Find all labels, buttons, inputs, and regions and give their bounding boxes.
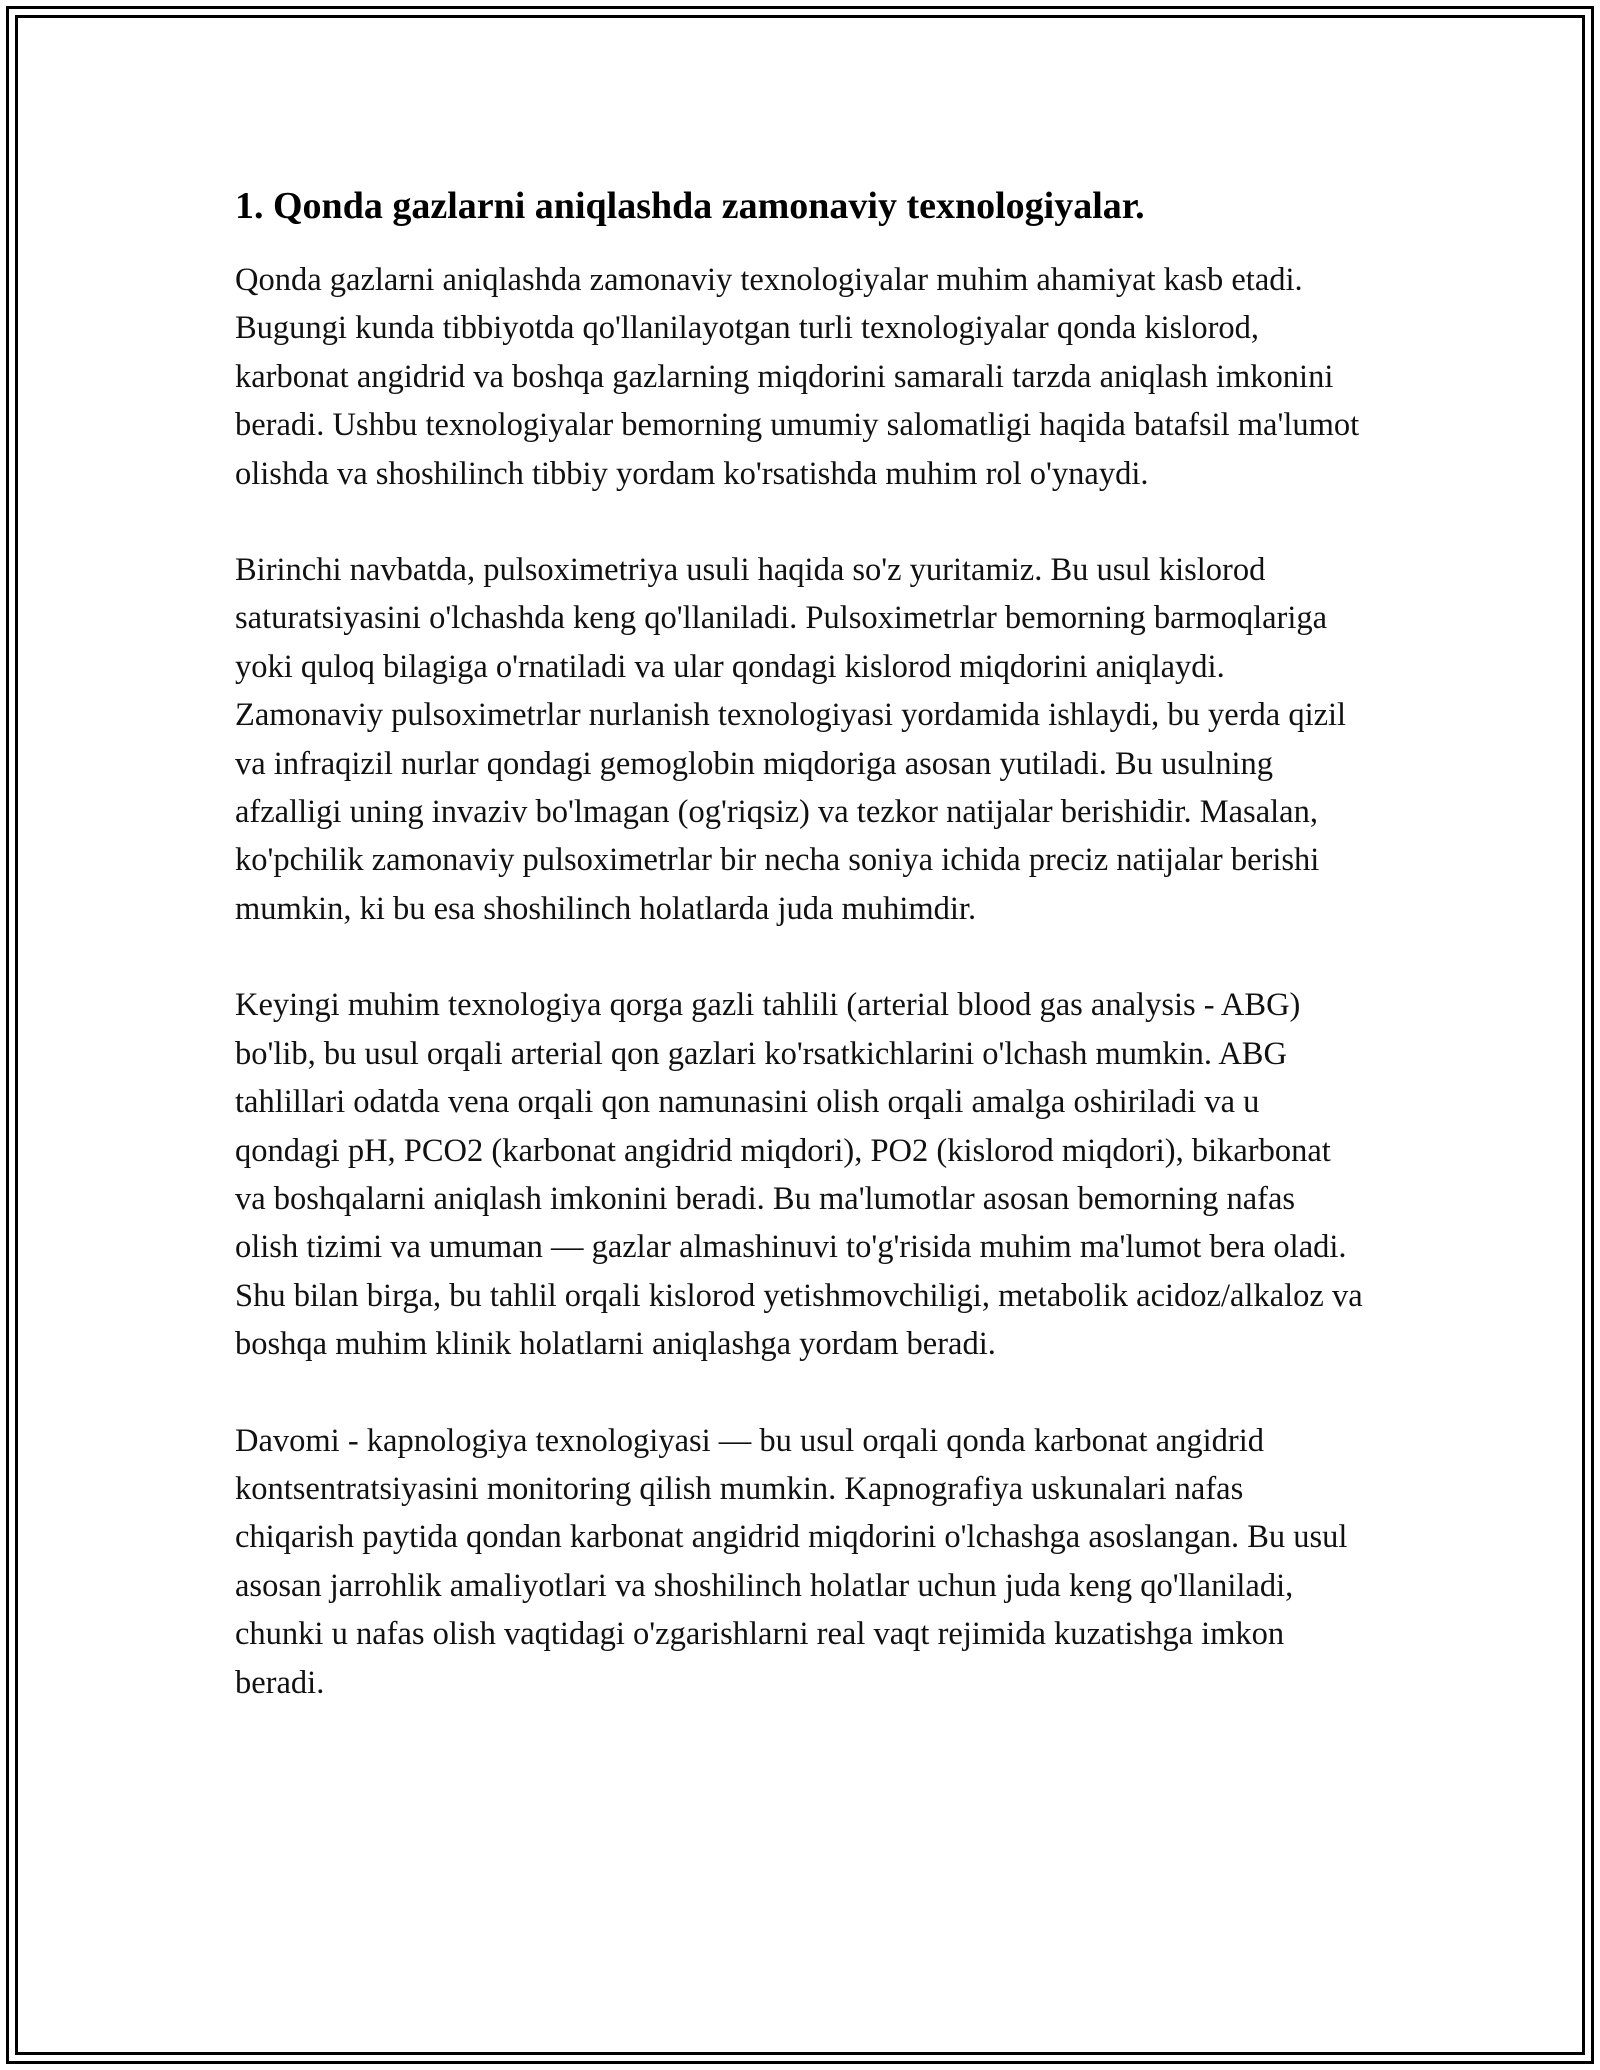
paragraph-capnology: Davomi - kapnologiya texnologiyasi — bu usul orqali qonda karbonat angidrid kontsentratsiyasini monitoring qilish mumkin. Kapnografiya uskunalari nafas chiqarish paytida qondan karbonat angidrid miqdorini o'lchashga asoslangan. Bu usul asosan jarrohlik amaliyotlari va shoshilinch holatlar uchun juda keng qo'llaniladi, chunki u nafas olish vaqtidagi o'zgarishlarni real vaqt rejimida kuzatishga imkon beradi. [235,1422,1348,1701]
paragraph-pulse-oximetry: Birinchi navbatda, pulsoximetriya usuli haqida so'z yuritamiz. Bu usul kislorod saturatsiyasini o'lchashda keng qo'llaniladi. Pulsoximetrlar bemorning barmoqlariga yoki quloq bilagiga o'rnatiladi va ular qondagi kislorod miqdorini aniqlaydi. Zamonaviy pulsoximetrlar nurlanish texnologiyasi yordamida ishlaydi, bu yerda qizil va infraqizil nurlar qondagi gemoglobin miqdoriga asosan yutiladi. Bu usulning afzalligi uning invaziv bo'lmagan (og'riqsiz) va tezkor natijalar berishidir. Masalan, ko'pchilik zamonaviy pulsoximetrlar bir necha soniya ichida preciz natijalar berishi mumkin, ki bu esa shoshilinch holatlarda juda muhimdir. [235,552,1347,927]
section-heading: 1. Qonda gazlarni aniqlashda zamonaviy texnologiyalar. [235,185,1145,227]
document-body [235,180,1365,1707]
paragraph-intro: Qonda gazlarni aniqlashda zamonaviy texnologiyalar muhim ahamiyat kasb etadi. Bugungi kunda tibbiyotda qo'llanilayotgan turli texnologiyalar qonda kislorod, karbonat angidrid va boshqa gazlarning miqdorini samarali tarzda aniqlash imkonini beradi. Ushbu texnologiyalar bemorning umumiy salomatligi haqida batafsil ma'lumot olishda va shoshilinch tibbiy yordam ko'rsatishda muhim rol o'ynaydi. [235,262,1360,492]
paragraph-abg-analysis: Keyingi muhim texnologiya qorga gazli tahlili (arterial blood gas analysis - ABG) bo'lib, bu usul orqali arterial qon gazlari ko'rsatkichlarini o'lchash mumkin. ABG tahlillari odatda vena orqali qon namunasini olish orqali amalga oshiriladi va u qondagi pH, PCO2 (karbonat angidrid miqdori), PO2 (kislorod miqdori), bikarbonat va boshqalarni aniqlash imkonini beradi. Bu ma'lumotlar asosan bemorning nafas olish tizimi va umuman — gazlar almashinuvi to'g'risida muhim ma'lumot bera oladi. Shu bilan birga, bu tahlil orqali kislorod yetishmovchiligi, metabolik acidoz/alkaloz va boshqa muhim klinik holatlarni aniqlashga yordam beradi. [235,987,1363,1363]
